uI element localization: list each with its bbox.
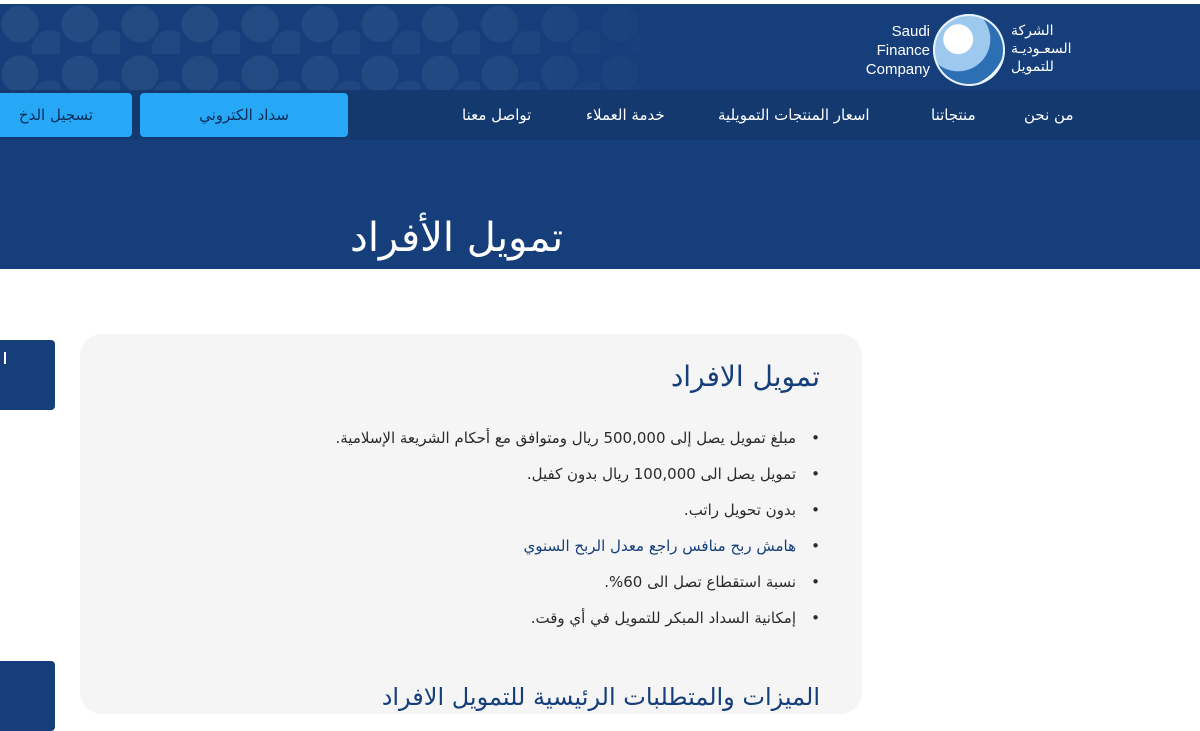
feature-text: • بدون تحويل راتب. [683,501,796,519]
nav-contact[interactable]: تواصل معنا [462,106,532,124]
card-title: تمويل الافراد [670,360,820,393]
logo-english-text [855,22,930,79]
feature-list [260,420,820,636]
feature-item [260,420,820,456]
feature-item [260,456,820,492]
e-payment-button[interactable]: سداد الكتروني [140,93,348,137]
feature-item [260,492,820,528]
logo-emblem-icon [933,14,1005,86]
side-tab-2[interactable] [0,661,55,731]
header-pattern-fade [0,4,700,94]
feature-link-text[interactable]: • هامش ربح منافس راجع معدل الربح السنوي [523,537,796,555]
logo-en-line-1: Saudi [891,23,930,40]
logo-en-line-3: Company [865,61,930,78]
feature-text: • نسبة استقطاع تصل الى 60%. [604,573,796,591]
page-title: تمويل الأفراد [350,215,564,261]
nav-products[interactable]: منتجاتنا [931,106,976,124]
nav-customer-service[interactable]: خدمة العملاء [586,106,665,124]
logo-ar-line-1: الشركة [1011,23,1054,39]
nav-about[interactable]: من نحن [1024,106,1074,124]
logo-ar-line-3: للتمويل [1011,59,1054,75]
content-card [80,334,862,714]
feature-text: • تمويل يصل الى 100,000 ريال بدون كفيل. [526,465,796,483]
side-tab-marker [4,352,6,364]
side-tab-1[interactable] [0,340,55,410]
logo-ar-line-2: السعـوديـة [1011,41,1072,57]
feature-item [260,600,820,636]
company-logo[interactable] [855,10,1100,88]
next-section-heading: الميزات والمتطلبات الرئيسية للتمويل الافراد [381,683,820,711]
nav-product-prices[interactable]: اسعار المنتجات التمويلية [718,106,870,124]
login-button[interactable]: تسجيل الدخ [0,93,132,137]
feature-item-link[interactable] [260,528,820,564]
logo-en-line-2: Finance [876,42,930,59]
site-header [0,4,1200,269]
feature-item [260,564,820,600]
logo-arabic-text [1011,22,1101,76]
feature-text: • إمكانية السداد المبكر للتمويل في أي وقت. [530,609,796,627]
feature-text: • مبلغ تمويل يصل إلى 500,000 ريال ومتوافق مع أحكام الشريعة الإسلامية. [335,429,796,447]
